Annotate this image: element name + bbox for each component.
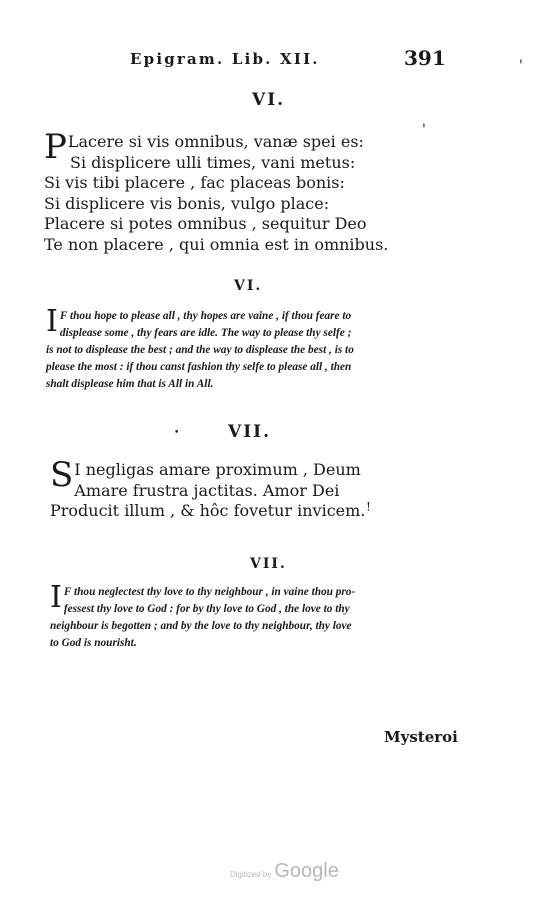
section-heading: VI. — [234, 278, 263, 294]
latin-epigram — [50, 455, 366, 522]
english-translation — [50, 580, 455, 652]
drop-cap: P — [44, 127, 67, 167]
margin-mark: ' — [519, 58, 523, 74]
running-header: Epigram. Lib. XII. — [130, 50, 320, 68]
verse-line: Lacere si vis omnibus, vanæ spei es: — [67, 132, 364, 151]
prose-line: F thou hope to please all , thy hopes are vaine , if thou feare to — [59, 310, 352, 322]
verse-line: I negligas amare proximum , Deum — [74, 460, 361, 479]
verse-line: Placere si potes omnibus , sequitur Deo — [44, 214, 367, 233]
drop-cap: S — [50, 455, 74, 495]
prose-line: neighbour is begotten ; and by the love to thy neighbour, thy love — [50, 620, 352, 632]
section-heading: VI. — [252, 90, 286, 110]
margin-mark: ! — [366, 500, 371, 514]
prose-line: displease some , thy fears are idle. The way to please thy selfe ; — [59, 327, 352, 339]
section-heading: VII. — [228, 422, 272, 442]
prose-line: to God is nourisht. — [50, 637, 137, 649]
prose-line: fessest thy love to God : for by thy love to God , the love to thy — [63, 603, 350, 615]
margin-bullet: • — [174, 428, 180, 438]
prose-line: please the most : if thou canst fashion thy selfe to please all , then — [46, 361, 352, 373]
english-translation — [46, 304, 451, 393]
digitized-watermark — [230, 860, 339, 883]
margin-mark: ' — [422, 122, 426, 138]
verse-line: Si vis tibi placere , fac placeas bonis: — [44, 173, 345, 192]
verse-line: Producit illum , & hôc fovetur invicem. — [50, 501, 366, 520]
drop-cap: I — [46, 304, 58, 339]
prose-line: shalt displease him that is All in All. — [46, 378, 214, 390]
verse-line: Amare frustra jactitas. Amor Dei — [74, 480, 340, 500]
drop-cap: I — [50, 580, 62, 615]
verse-line: Si displicere ulli times, vani metus: — [70, 152, 356, 172]
verse-line: Si displicere vis bonis, vulgo place: — [44, 193, 330, 213]
watermark-prefix: Digitized by — [230, 870, 272, 879]
catchword: Mysteroi — [384, 728, 458, 746]
prose-line: F thou neglectest thy love to thy neighbour , in vaine thou pro- — [63, 586, 356, 598]
latin-epigram — [44, 127, 389, 255]
section-heading: VII. — [250, 556, 287, 572]
page-number: 391 — [404, 46, 446, 70]
verse-line: Te non placere , qui omnia est in omnibus. — [44, 234, 389, 254]
watermark-brand: Google — [274, 860, 339, 882]
prose-line: is not to displease the best ; and the way to displease the best , is to — [46, 344, 354, 356]
